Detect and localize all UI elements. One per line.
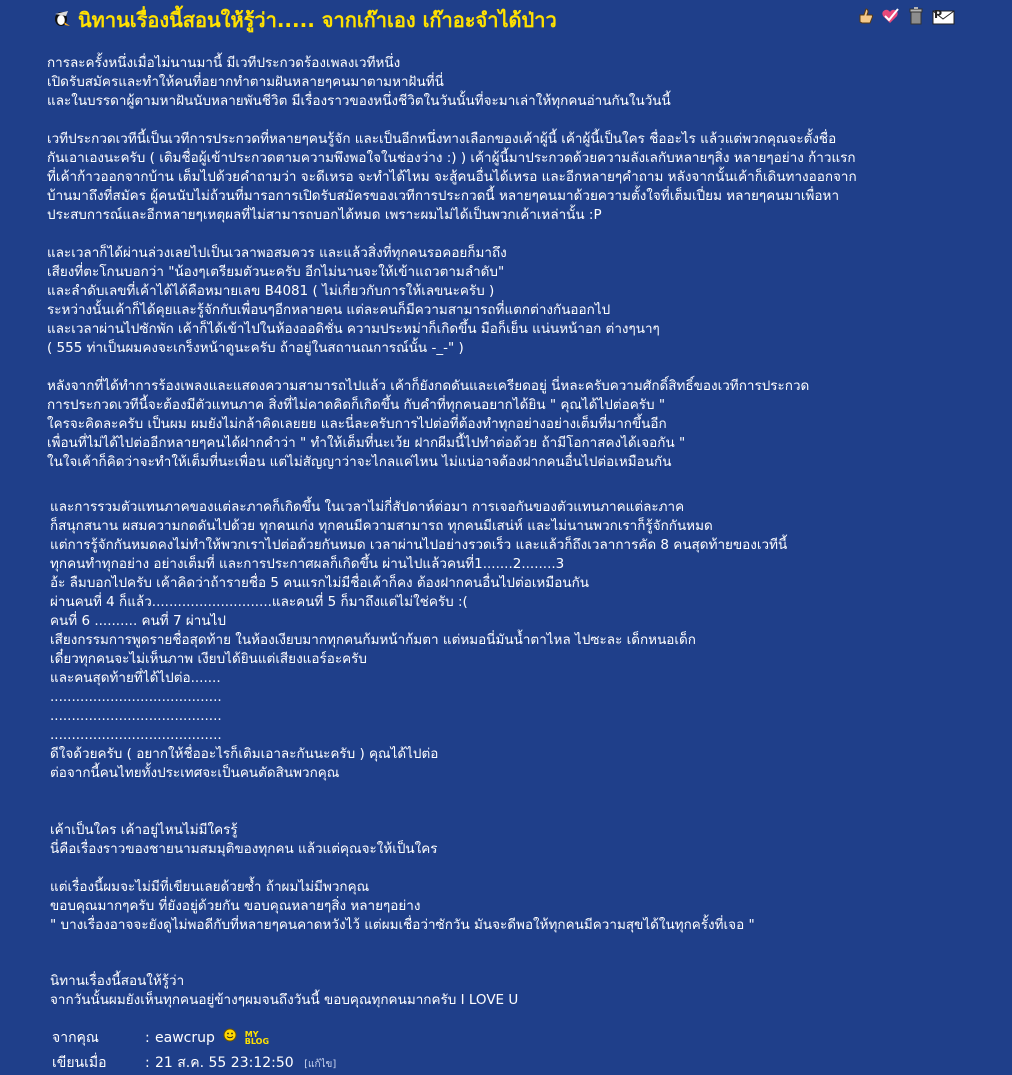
story-paragraph — [50, 821, 438, 859]
story-paragraph — [50, 498, 787, 783]
story-line: จากวันนั้นผมยังเห็นทุกคนอยู่ข้างๆผมจนถึงวันนี้ ขอบคุณทุกคนมากครับ I LOVE U — [50, 992, 519, 1008]
story-line: และการรวมตัวแทนภาคของแต่ละภาคก็เกิดขึ้น ในเวลาไม่กี่สัปดาห์ต่อมา การเจอกันของตัวแทนภาคแต่ละภาค — [50, 499, 685, 515]
story-paragraph — [47, 244, 660, 358]
story-line: แต่การรู้จักกันหมดคงไม่ทำให้พวกเราไปต่อด้วยกันหมด เวลาผ่านไปอย่างรวดเร็ว และแล้วก็ถึงเวลาการคัด 8 คนสุดท้ายของเวทีนี้ — [50, 537, 788, 553]
mascot-icon — [52, 8, 72, 28]
story-line: เสียงกรรมการพูดรายชื่อสุดท้าย ในห้องเงียบมากทุกคนก้มหน้าก้มตา แต่หมอนี่มันน้ำตาไหล ไปซะละ เด็กหนอเด็ก — [50, 632, 696, 648]
written-label: เขียนเมื่อ — [52, 1055, 107, 1071]
story-line: ผ่านคนที่ 4 ก็แล้ว............................และคนที่ 5 ก็มาถึงแต่ไม่ใช่ครับ :( — [50, 594, 468, 610]
blog-badge-line: BLOG — [244, 1037, 270, 1046]
message-icon[interactable] — [932, 6, 952, 26]
story-line: อ้ะ ลืมบอกไปครับ เค้าคิดว่าถ้ารายชื่อ 5 คนแรกไม่มีชื่อเค้าก็คง ต้องฝากคนอื่นไปต่อเหมือนกัน — [50, 575, 589, 591]
story-line: แต่เรื่องนี้ผมจะไม่มีที่เขียนเลยด้วยซ้ำ ถ้าผมไม่มีพวกคุณ — [50, 879, 370, 895]
story-line: เปิดรับสมัครและทำให้คนที่อยากทำตามฝันหลายๆคนมาตามหาฝันที่นี่ — [47, 74, 444, 90]
story-paragraph — [47, 54, 671, 111]
story-line: นี่คือเรื่องราวของชายนามสมมุติของทุกคน แล้วแต่คุณจะให้เป็นใคร — [50, 841, 438, 857]
story-paragraph — [50, 972, 518, 1010]
thumbs-up-icon[interactable] — [856, 6, 876, 26]
story-line: ขอบคุณมากๆครับ ที่ยังอยู่ด้วยกัน ขอบคุณหลายๆสิ่ง หลายๆอย่าง — [50, 898, 421, 914]
blog-badge-line: MY — [244, 1030, 259, 1039]
story-line: ดีใจด้วยครับ ( อยากให้ชื่ออะไรก็เติมเอาละกันนะครับ ) คุณได้ไปต่อ — [50, 746, 439, 762]
my-blog-badge[interactable] — [245, 1031, 269, 1045]
story-line: เพื่อนที่ไม่ได้ไปต่ออีกหลายๆคนได้ฝากคำว่า " ทำให้เต็มที่นะเว้ย ฝากผีมนี้ไปทำต่อด้วย ถ้ามีโอกาสคงได้เจอกัน " — [47, 435, 686, 451]
story-line: และลำดับเลขที่เค้าได้ได้คือหมายเลข B4081 ( ไม่เกี่ยวกับการให้เลขนะครับ ) — [47, 283, 495, 299]
story-line: เดี๋ยวทุกคนจะไม่เห็นภาพ เงียบได้ยินแต่เสียงแอร์อะครับ — [50, 651, 367, 667]
story-line: " บางเรื่องอาจจะยังดูไม่พอดีกับที่หลายๆคนคาดหวังไว้ แต่ผมเชื่อว่าซักวัน มันจะดีพอให้ทุกคนมีความสุขได้ในทุกครั้งที่เจอ " — [50, 917, 755, 933]
story-line: การละครั้งหนึ่งเมื่อไม่นานมานี้ มีเวทีประกวดร้องเพลงเวทีหนึ่ง — [47, 55, 401, 71]
story-line: เสียงที่ตะโกนบอกว่า "น้องๆเตรียมตัวนะครับ อีกไม่นานจะให้เข้าแถวตามลำดับ" — [47, 264, 505, 280]
story-line: ประสบการณ์และอีกหลายๆเหตุผลที่ไม่สามารถบอกได้หมด เพราะผมไม่ได้เป็นพวกเค้าเหล่านั้น :P — [47, 207, 602, 223]
smiley-icon — [223, 1027, 237, 1049]
story-line: การประกวดเวทีนี้จะต้องมีตัวแทนภาค สิ่งที่ไม่คาดคิดก็เกิดขึ้น กับคำที่ทุกคนอยากได้ยิน " คุณได้ไปต่อครับ " — [47, 397, 666, 413]
topic-title: นิทานเรื่องนี้สอนให้รู้ว่า..... จากเก๊าเอง เก๊าอะจำได้ป่าว — [78, 8, 557, 32]
written-info — [155, 1052, 336, 1075]
story-line: และคนสุดท้ายที่ได้ไปต่อ....... — [50, 670, 221, 686]
trash-icon[interactable] — [906, 6, 926, 26]
story-line: ระหว่างนั้นเค้าก็ได้คุยและรู้จักกับเพื่อนๆอีกหลายคน แต่ละคนก็มีความสามารถที่แตกต่างกันออกไป — [47, 302, 611, 318]
story-paragraph — [47, 377, 809, 472]
story-line: ในใจเค้าก็คิดว่าจะทำให้เต็มที่นะเพื่อน แต่ไม่สัญญาว่าจะไกลแค่ไหน ไม่แน่อาจต้องฝากคนอื่นไปต่อเหมือนกัน — [47, 454, 672, 470]
story-paragraph — [50, 878, 755, 935]
story-line: และเวลาผ่านไปซักพัก เค้าก็ได้เข้าไปในห้องออดิชั่น ความประหม่าก็เกิดขึ้น มือก็เย็น แน่นหน้าอก ต่างๆนาๆ — [47, 321, 660, 337]
heart-check-icon[interactable] — [880, 6, 900, 26]
svg-text:P: P — [934, 8, 943, 21]
story-line: ใครจะคิดละครับ เป็นผม ผมยังไม่กล้าคิดเลยยย และนี่ละครับการไปต่อที่ต้องทำทุกอย่างอย่างเต็มที่มากขึ้นอีก — [47, 416, 667, 432]
story-line: ที่เค้าก้าวออกจากบ้าน เต็มไปด้วยคำถามว่า จะดีเหรอ จะทำได้ไหม จะสู้คนอื่นได้เหรอ และอีกหลายๆคำถาม หลังจากนั้นเค้าก็เดินทางออกจาก — [47, 169, 857, 185]
story-line: ก็สนุกสนาน ผสมความกดดันไปด้วย ทุกคนเก่ง ทุกคนมีความสามารถ ทุกคนมีเสน่ห์ และไม่นานพวกเราก็รู้จักกันหมด — [50, 518, 713, 534]
story-line: ........................................ — [50, 689, 222, 705]
story-paragraph — [47, 130, 857, 225]
story-line: กันเอาเองนะครับ ( เติมชื่อผู้เข้าประกวดตามความพึงพอใจในช่องว่าง :) ) เค้าผู้นี้มาประกวดด้วยความลังเลกับหลายๆสิ่ง หลายๆอย่าง ก้าวแรก — [47, 150, 856, 166]
story-line: ทุกคนทำทุกอย่าง อย่างเต็มที่ และการประกาศผลก็เกิดขึ้น ผ่านไปแล้วคนที่1.......2........3 — [50, 556, 565, 572]
story-line: ........................................ — [50, 727, 222, 743]
story-line: นิทานเรื่องนี้สอนให้รู้ว่า — [50, 973, 185, 989]
author-name[interactable]: eawcrup — [155, 1030, 215, 1046]
story-line: เค้าเป็นใคร เค้าอยู่ไหนไม่มีใครรู้ — [50, 822, 238, 838]
from-colon: : — [145, 1030, 150, 1046]
story-line: บ้านมาถึงที่สมัคร ผู้คนนับไม่ถ้วนที่มารอการเปิดรับสมัครของเวทีการประกวดนี้ หลายๆคนมาด้วยความตั้งใจที่เต็มเปี่ยม หลายๆคนมาเพื่อหา — [47, 188, 840, 204]
author-info — [155, 1027, 269, 1049]
story-line: คนที่ 6 .......... คนที่ 7 ผ่านไป — [50, 613, 226, 629]
story-line: ( 555 ท่าเป็นผมคงจะเกร็งหน้าดูนะครับ ถ้าอยู่ในสถานณการณ์นั้น -_-" ) — [47, 340, 464, 356]
topic-tools — [856, 6, 966, 28]
story-line: ต่อจากนี้คนไทยทั้งประเทศจะเป็นคนตัดสินพวกคุณ — [50, 765, 340, 781]
story-line: หลังจากที่ได้ทำการร้องเพลงและแสดงความสามารถไปแล้ว เค้าก็ยังกดดันและเครียดอยู่ นี่หละครับความศักดิ์สิทธิ์ของเวทีการประกวด — [47, 378, 810, 394]
story-line: ........................................ — [50, 708, 222, 724]
edit-link[interactable]: [แก้ไข] — [304, 1059, 337, 1070]
written-timestamp: 21 ส.ค. 55 23:12:50 — [155, 1055, 294, 1071]
from-label: จากคุณ — [52, 1030, 99, 1046]
story-line: และเวลาก็ได้ผ่านล่วงเลยไปเป็นเวลาพอสมควร และแล้วสิ่งที่ทุกคนรอคอยก็มาถึง — [47, 245, 507, 261]
written-colon: : — [145, 1055, 150, 1071]
topic-header — [0, 0, 1012, 40]
story-line: และในบรรดาผู้ตามหาฝันนับหลายพันชีวิต มีเรื่องราวของหนึ่งชีวิตในวันนั้นที่จะมาเล่าให้ทุกคนอ่านกันในวันนี้ — [47, 93, 671, 109]
story-line: เวทีประกวดเวทีนี้เป็นเวทีการประกวดที่หลายๆคนรู้จัก และเป็นอีกหนึ่งทางเลือกของเค้าผู้นี้ เค้าผู้นี้เป็นใคร ชื่ออะไร แล้วแต่พวกคุณจะตั้งชื่อ — [47, 131, 837, 147]
